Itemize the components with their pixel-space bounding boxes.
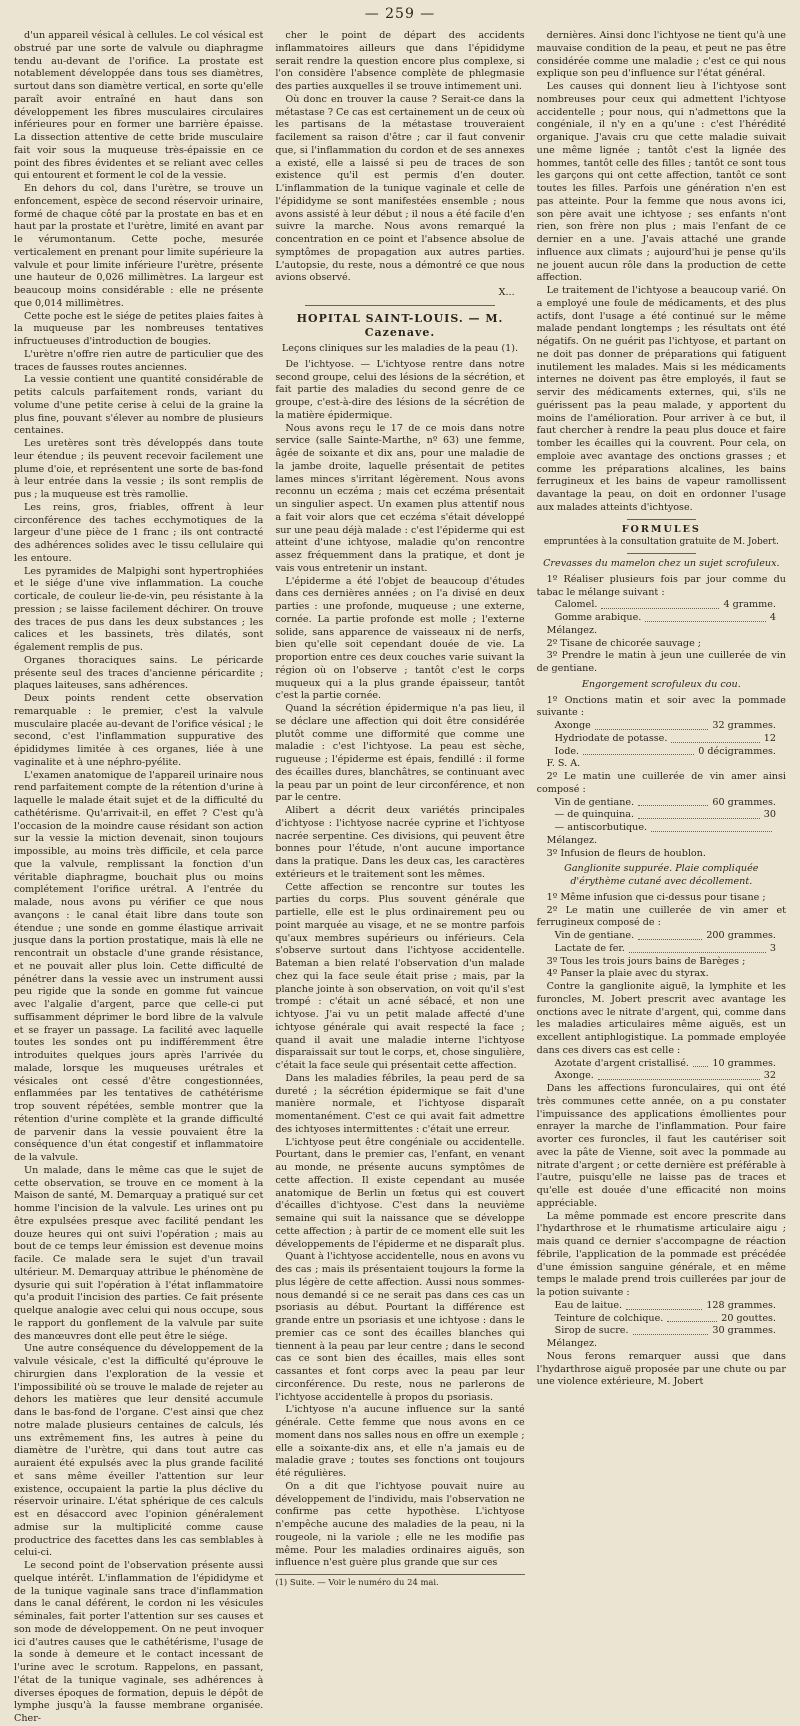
paragraph: Quant à l'ichtyose accidentelle, nous en avons vu des cas ; mais ils présentaient toujours la forme la plus légère de cette affection. Aussi nous sommes-nous demandé si ce ne serait pas dans ces cas un psoriasis au début. Pourtant la différence est grande entre un psoriasis et une ichtyose : dans le premier cas ce sont des écailles blanches qui tiennent à la peau par leur centre ; dans le second cas ce sont bien des écailles, mais elles sont cassantes et font corps avec la peau par leur circonférence. Du reste, nous ne parlerons de l'ichtyose accidentelle à propos du psoriasis.	[275, 1251, 525, 1403]
paragraph: L'examen anatomique de l'appareil urinaire nous rend parfaitement compte de la rétention d'urine à laquelle le malade était sujet et de la difficulté du cathétérisme. Qu'arrivait-il, en effet ? C'est qu'à l'occasion de la moindre cause résidant son action sur la vessie la miction devenait, sinon toujours impossible, au moins très difficile, et cela parce que la valvule, remplissant la fonction d'un véritable diaphragme, bouchait plus ou moins complétement l'orifice urétral. A l'entrée du malade, nous avons pu vérifier ce que nous avançons : le canal était libre dans toute son étendue ; une sonde en gomme élastique arrivait jusque dans la portion prostatique, mais là elle ne rencontrait un obstacle d'une grande résistance, et ne pouvait aller plus loin. Cette difficulté de pénétrer dans la vessie avec un instrument aussi peu rigide que la sonde en gomme fut vaincue avec l'algalie d'argent, parce que celle-ci put suffisamment déprimer le bord libre de la valvule et se frayer un passage. La facilité avec laquelle toutes les sondes ont pu indifféremment être introduites quelques jours après l'arrivée du malade, lorsque les muqueuses urétrales et vésicales ont cessé d'être congestionnées, enflammées par les tentatives de cathétérisme trop souvent répétées, semble montrer que la rétention d'urine complète et la grande difficulté de parvenir dans la vessie pouvaient être la conséquence d'un état congestif et inflammatoire de la valvule.	[14, 769, 264, 1163]
paragraph: Alibert a décrit deux variétés principales d'ichtyose : l'ichtyose nacrée cyprine et l'ichtyose nacrée serpentine. Ces divisions, qui peuvent être bonnes pour l'étude, n'ont aucune importance dans la pratique. Dans les deux cas, les caractères extérieurs et le traitement sont les mêmes.	[275, 805, 525, 880]
ingredient: Axonge	[554, 720, 591, 732]
paragraph: L'épiderme a été l'objet de beaucoup d'études dans ces dernières années ; on l'a divisé en deux parties : une profonde, muqueuse ; une externe, cornée. La partie profonde est molle ; l'externe solide, sans apparence de vaisseaux ni de nerfs, bien qu'elle soit cependant douée de vie. La proportion entre ces deux couches varie suivant la région où on l'observe ; tantôt c'est le corps muqueux qui a la plus grande épaisseur, tantôt c'est la partie cornée.	[275, 575, 525, 702]
paragraph: Les reins, gros, friables, offrent à leur circonférence des taches ecchymotiques de la largeur d'une pièce de 1 franc ; ils ont contracté des adhérences solides avec le tissu cellulaire qui les entoure.	[14, 501, 264, 564]
paragraph: Dans les maladies fébriles, la peau perd de sa dureté ; la sécrétion épidermique se fait d'une manière normale, et l'ichtyose disparaît momentanément. C'est ce qui avait fait admettre des ichtyoses intermittentes : c'était une erreur.	[275, 1072, 525, 1135]
ingredient: Vin de gentiane.	[554, 796, 635, 808]
recipe-line	[537, 1058, 786, 1071]
section-divider	[627, 519, 696, 520]
footnote: (1) Suite. — Voir le numéro du 24 mai.	[275, 1574, 524, 1588]
paragraph: dernières. Ainsi donc l'ichtyose ne tient qu'à une mauvaise condition de la peau, et peut ne pas être considérée comme une maladie ; c'est ce qui nous explique son peu d'influence sur l'état général.	[536, 30, 786, 80]
recipe-line	[537, 930, 786, 943]
quantity: 4 gramme.	[723, 599, 776, 611]
section-divider	[627, 553, 696, 554]
ingredient: — antiscorbutique.	[554, 822, 648, 834]
quantity: 128 grammes.	[706, 1299, 776, 1311]
prescription-step: 3º Prendre le matin à jeun une cuillerée de vin de gentiane.	[536, 650, 786, 675]
paragraph: Cette poche est le siége de petites plaies faites à la muqueuse par les nombreuses tentatives infructueuses d'introduction de bougies.	[14, 310, 264, 347]
recipe-line	[537, 720, 786, 733]
ingredient: Lactate de fer.	[554, 942, 625, 954]
ingredient: Calomel.	[554, 599, 598, 611]
paragraph: Dans les affections furonculaires, qui ont été très communes cette année, on a pu constater l'impuissance des applications émollientes pour enrayer la marche de l'inflammation. Pour faire avorter ces furoncles, il faut les cautériser soit avec la pâte de Vienne, soit avec la pommade au nitrate d'argent ; or cette dernière est préférable à l'autre, puisqu'elle ne laisse pas de traces et qu'elle est douée d'une efficacité non moins appréciable.	[536, 1083, 786, 1209]
paragraph: Les causes qui donnent lieu à l'ichtyose sont nombreuses pour ceux qui admettent l'ichtyose accidentelle ; pour nous, qui n'admettons que la congéniale, il n'y en a qu'une : c'est l'hérédité organique. J'avais cru que cette maladie suivait une même lignée ; tantôt c'est la lignée des hommes, tantôt celle des filles ; tantôt ce sont tous les garçons qui ont cette affection, tantôt ce sont toutes les filles. Parfois une génération n'en est pas atteinte. Pour la femme que nous avons ici, son père avait une ichtyose ; ses enfants n'ont rien, son frère non plus ; mais l'enfant de ce dernier en a une. J'avais attaché une grande influence aux climats ; aujourd'hui je pense qu'ils ne jouent aucun rôle dans la production de cette affection.	[536, 81, 786, 284]
ingredient: Vin de gentiane.	[554, 930, 635, 942]
paragraph: Contre la ganglionite aiguë, la lymphite et les furoncles, M. Jobert prescrit avec avantage les onctions avec le nitrate d'argent, qui, comme dans les maladies articulaires même aiguës, est un excellent antiphlogistique. La pommade employée dans ces divers cas est celle :	[536, 981, 786, 1056]
paragraph: Nous avons reçu le 17 de ce mois dans notre service (salle Sainte-Marthe, nº 63) une femme, âgée de soixante et dix ans, pour une maladie de la jambe droite, laquelle présentait de petites lames minces s'irritant légèrement. Nous avons reconnu un eczéma ; mais cet eczéma présentait un singulier aspect. Un examen plus attentif nous a fait voir alors que cet eczéma s'était développé sur une peau déjà malade : c'est l'épiderme qui est atteint d'une ichtyose, maladie qu'on rencontre assez fréquemment dans la pratique, et dont je vais vous entretenir un instant.	[275, 422, 525, 574]
paragraph: Le second point de l'observation présente aussi quelque intérêt. L'inflammation de l'épididyme et de la tunique vaginale sans trace d'inflammation dans le canal déférent, le cordon ni les vésicules séminales, fait porter l'attention sur ses causes et son mode de développement. On ne peut invoquer ici d'autres causes que le cathétérisme, l'usage de la sonde à demeure et le contact incessant de l'urine avec le scrotum. Rappelons, en passant, l'état de la tunique vaginale, ses adhérences à diverses époques de formation, depuis le dépôt de lymphe jusqu'à la fausse membrane organisée. Cher-	[14, 1560, 264, 1724]
ingredient: Axonge.	[554, 1070, 594, 1082]
recipe-line	[537, 599, 786, 612]
paragraph: Deux points rendent cette observation remarquable : le premier, c'est la valvule musculaire placée au-devant de l'orifice vésical ; le second, c'est l'inflammation suppurative des épididymes limitée à ces organes, liée à une vaginalite et à une néphro-pyélite.	[14, 693, 264, 768]
prescription-step: 3º Infusion de fleurs de houblon.	[546, 847, 706, 859]
paragraph: Organes thoraciques sains. Le péricarde présente seul des traces d'ancienne péricardite ; plaques laiteuses, sans adhérences.	[14, 654, 264, 692]
quantity: 60 grammes.	[712, 796, 776, 808]
prescription-step: Mélangez.	[546, 1338, 598, 1350]
quantity: 30 grammes.	[712, 1325, 776, 1337]
paragraph: Une autre conséquence du développement de la valvule vésicale, c'est la difficulté qu'éprouve le chirurgien dans l'exploration de la vessie et l'impossibilité où se trouve le malade de rejeter au dehors les matières que leur densité accumule dans le bas-fond de l'organe. C'est ainsi que chez notre malade plusieurs centaines de calculs, lés uns extrêmement fins, les autres à peine du diamètre de l'urètre, qui dans tout autre cas auraient été expulsés avec la plus grande facilité et sans même éveiller l'attention sur leur existence, occupaient la partie la plus déclive du réservoir urinaire. L'état sphérique de ces calculs est en désaccord avec l'opinion généralement admise sur la multiplicité comme cause productrice des facettes dans les cas semblables à celui-ci.	[14, 1343, 264, 1559]
quantity: 200 grammes.	[706, 930, 776, 942]
ingredient: Gomme arabique.	[554, 612, 642, 624]
paragraph: L'urètre n'offre rien autre de particulier que des traces de fausses routes anciennes.	[14, 348, 264, 373]
paragraph: Nous ferons remarquer aussi que dans l'hydarthrose aiguë proposée par une chute ou par une violence extérieure, M. Jobert	[536, 1350, 786, 1388]
ingredient: Sirop de sucre.	[554, 1325, 629, 1337]
prescription-step: Mélangez.	[546, 624, 598, 636]
ingredient: Azotate d'argent cristallisé.	[554, 1057, 689, 1069]
paragraph: De l'ichtyose. — L'ichtyose rentre dans notre second groupe, celui des lésions de la sécrétion, et fait partie des maladies du second genre de ce groupe, c'est-à-dire des lésions de la sécrétion de la matière épidermique.	[275, 358, 525, 421]
paragraph: Les pyramides de Malpighi sont hypertrophiées et le siége d'une vive inflammation. La couche corticale, de couleur lie-de-vin, peu résistante à la pression ; se laisse facilement déchirer. On trouve des traces de pus dans les deux substances ; les calices et les bassinets, très dilatés, sont également remplis de pus.	[14, 565, 264, 653]
formulas-subheading: empruntées à la consultation gratuite de M. Jobert.	[543, 537, 779, 548]
recipe-line	[537, 1325, 786, 1338]
quantity: 4	[769, 612, 776, 624]
recipe-line	[537, 822, 786, 835]
paragraph: Les uretères sont très développés dans toute leur étendue ; ils peuvent recevoir facilement une plume d'oie, et représentent une sorte de bas-fond à leur entrée dans la vessie ; ils sont remplis de pus ; la muqueuse est très ramollie.	[14, 438, 264, 500]
section-heading: HOPITAL SAINT-LOUIS. — M. Cazenave.	[296, 311, 504, 340]
ingredient: Hydriodate de potasse.	[554, 732, 668, 744]
quantity: 30	[763, 809, 776, 821]
paragraph: Quand la sécrétion épidermique n'a pas lieu, il se déclare une affection qui doit être considérée plutôt comme une difformité que comme une maladie : c'est l'ichtyose. La peau est sèche, rugueuse ; l'épiderme est épais, fendillé : il forme des écailles dures, blanchâtres, se continuant avec la peau par un point de leur circonférence, et non par le centre.	[275, 703, 525, 804]
prescription-step: 2º Tisane de chicorée sauvage ;	[546, 637, 702, 649]
section-subheading: Leçons cliniques sur les maladies de la peau (1).	[281, 343, 519, 354]
paragraph: On a dit que l'ichtyose pouvait nuire au développement de l'individu, mais l'observation ne confirme pas cette hypothèse. L'ichtyose n'empêche aucune des maladies de la peau, ni la rougeole, ni la variole ; elle ne les modifie pas même. Pour les maladies ordinaires aiguës, son influence n'est guère plus grande que sur ces	[275, 1480, 525, 1569]
paragraph: Un malade, dans le même cas que le sujet de cette observation, se trouve en ce moment à la Maison de santé, M. Demarquay a pratiqué sur cet homme l'incision de la valvule. Les urines ont pu être expulsées presque avec facilité pendant les douze heures qui ont suivi l'opération ; mais au bout de ce temps leur émission est devenue moins facile. Ce malade sera le sujet d'un travail ultérieur. M. Demarquay attribue le phénomène de dysurie qui suit l'opération à l'état inflammatoire qu'a produit l'incision des parties. Ce fait présente quelque analogie avec celui qui nous occupe, sous le rapport du gonflement de la valvule par suite des manœuvres dont elle peut être le siége.	[14, 1164, 264, 1342]
quantity: 0 décigrammes.	[698, 745, 776, 757]
prescription-step: 3º Tous les trois jours bains de Barèges ;	[546, 955, 746, 967]
section-divider	[305, 305, 494, 306]
recipe-line	[537, 746, 786, 759]
quantity: 32	[763, 1070, 776, 1082]
column-1	[14, 30, 264, 1724]
recipe-line	[537, 733, 786, 746]
paragraph: L'ichtyose n'a aucune influence sur la santé générale. Cette femme que nous avons en ce moment dans nos salles nous en offre un exemple ; elle a soixante-dix ans, et elle n'a jamais eu de maladie grave ; toutes ses fonctions ont toujours été régulières.	[275, 1404, 525, 1479]
three-column-body	[14, 30, 786, 1724]
quantity: 10 grammes.	[712, 1057, 776, 1069]
quantity: 3	[769, 942, 776, 954]
column-3	[536, 30, 786, 1388]
recipe-line	[537, 1300, 786, 1313]
quantity: 12	[763, 732, 776, 744]
formulas-heading: FORMULES	[621, 523, 701, 535]
page-number: — 259 —	[364, 6, 436, 22]
prescription-step: 1º Même infusion que ci-dessus pour tisane ;	[546, 891, 766, 903]
paragraph: Le traitement de l'ichtyose a beaucoup varié. On a employé une foule de médicaments, et des plus actifs, dont l'usage a été continué sur le même malade pendant longtemps ; les résultats ont été négatifs. On ne guérit pas l'ichtyose, et partant on ne doit pas donner de préparations qui fatiguent inutilement les malades. Mais si les médicaments internes ne doivent pas être employés, il faut se servir des médicaments externes, qui, s'ils ne guérissent pas la peau malade, y apportent du moins de l'amélioration. Pour arriver à ce but, il faut chercher à rendre la peau plus douce et faire tomber les écailles qui la couvrent. Pour cela, on emploie avec avantage des onctions grasses ; et comme les préparations alcalines, les bains ferrugineux et les bains de vapeur ramollissent davantage la peau, on doit en ordonner l'usage aux malades atteints d'ichtyose.	[536, 285, 786, 513]
prescription-step: 2º Le matin une cuillerée de vin amer ainsi composé :	[536, 771, 786, 795]
prescription-step: 1º Réaliser plusieurs fois par jour comme du tabac le mélange suivant :	[536, 573, 786, 598]
paragraph: Où donc en trouver la cause ? Serait-ce dans la métastase ? Ce cas est certainement un de ceux où les partisans de la métastase trouveraient facilement sa raison d'être ; car il faut convenir que, si l'inflammation du cordon et de ses annexes a existé, elle a laissé si peu de traces de son existence qu'il est permis d'en douter. L'inflammation de la tunique vaginale et celle de l'épididyme se sont manifestées ensemble ; nous avons assisté à leur début ; il nous a été facile d'en suivre la marche. Nous avons remarqué la concentration en ce point et l'absence absolue de symptômes de propagation aux autres parties. L'autopsie, du reste, nous a démontré ce que nous avions observé.	[275, 93, 525, 284]
case-title: Ganglionite suppurée. Plaie compliquée d'érythème cutané avec décollement.	[564, 863, 759, 888]
recipe-line	[537, 797, 786, 810]
prescription-step: 4º Panser la plaie avec du styrax.	[546, 968, 709, 980]
recipe-line	[537, 809, 786, 822]
prescription-step: 1º Onctions matin et soir avec la pommade suivante :	[536, 694, 786, 719]
ingredient: Teinture de colchique.	[554, 1312, 664, 1324]
recipe-line	[537, 943, 786, 956]
paragraph: La vessie contient une quantité considérable de petits calculs parfaitement ronds, variant du volume d'une petite cerise à celui de la graine la plus fine, pouvant s'élever au nombre de plusieurs centaines.	[14, 374, 264, 437]
case-title: Engorgement scrofuleux du cou.	[581, 678, 741, 690]
author-signature: X...	[498, 287, 515, 298]
case-title: Crevasses du mamelon chez un sujet scrofuleux.	[543, 558, 780, 570]
paragraph: cher le point de départ des accidents inflammatoires ailleurs que dans l'épididyme serait rendre la question encore plus complexe, si l'on considère l'absence complète de phlegmasie des parties auxquelles il se trouve intimement uni.	[275, 30, 525, 92]
prescription-step: F. S. A.	[546, 758, 581, 770]
recipe-line	[537, 1313, 786, 1326]
quantity: 20 gouttes.	[721, 1312, 776, 1324]
paragraph: En dehors du col, dans l'urètre, se trouve un enfoncement, espèce de second réservoir urinaire, formé de chaque côté par la prostate en bas et en haut par la prostate et l'urètre, limité en avant par le vérumontanum. Cette poche, mesurée verticalement en prenant pour limite supérieure la valvule et pour limite inférieure l'urètre, présente une hauteur de 0,026 millimètres. La largeur est beaucoup moins considérable : elle ne présente que 0,014 millimètres.	[14, 183, 264, 309]
paragraph: La même pommade est encore prescrite dans l'hydarthrose et le rhumatisme articulaire aigu ; mais quand ce dernier s'accompagne de réaction fébrile, l'application de la pommade est précédée d'une émission sanguine générale, et en même temps le malade prend trois cuillerées par jour de la potion suivante :	[536, 1210, 786, 1299]
prescription-step: Mélangez.	[546, 834, 598, 846]
column-2	[275, 30, 525, 1587]
quantity: 32 grammes.	[712, 720, 776, 732]
paragraph: d'un appareil vésical à cellules. Le col vésical est obstrué par une sorte de valvule ou diaphragme tendu au-devant de l'orifice. La prostate est notablement développée dans tous ses diamètres, surtout dans son diamètre vertical, en sorte qu'elle paraît avoir entraîné en haut dans son développement les fibres musculaires circulaires inférieures pour en former une barrière épaisse. La dissection attentive de cette bride musculaire fait voir sous la muqueuse très-épaissie en ce point des fibres évidentes et se reliant avec celles qui entourent et forment le col de la vessie.	[14, 30, 264, 182]
ingredient: Iode.	[554, 745, 580, 757]
ingredient: — de quinquina.	[554, 809, 635, 821]
ingredient: Eau de laitue.	[554, 1299, 623, 1311]
recipe-line	[537, 1070, 786, 1083]
prescription-step: 2º Le matin une cuillerée de vin amer et ferrugineux composé de :	[536, 904, 786, 929]
paragraph: Cette affection se rencontre sur toutes les parties du corps. Plus souvent générale que partielle, elle est le plus ordinairement peu ou point marquée au visage, et ne se montre parfois qu'aux membres supérieurs ou inférieurs. Cela s'observe surtout dans l'ichtyose accidentelle. Bateman a bien relaté l'observation d'un malade chez qui la face seule était prise ; mais, par la planche jointe à son observation, on voit qu'il s'est trompé : c'était un acné sébacé, et non une ichtyose. J'ai vu un petit malade affecté d'une ichtyose générale qui avait respecté la face ; quand il avait une maladie interne l'ichtyose disparaissait sur tout le corps, et, chose singulière, c'était la face seule qui présentait cette affection.	[275, 881, 525, 1071]
paragraph: L'ichtyose peut être congéniale ou accidentelle. Pourtant, dans le premier cas, l'enfant, en venant au monde, ne présente aucuns symptômes de cette affection. Il existe cependant au musée anatomique de Berlin un fœtus qui est couvert d'écailles d'ichtyose. C'est dans la neuvième semaine qui suit la naissance que se développe cette affection ; à partir de ce moment elle suit les développements de l'épiderme et ne disparaît plus.	[275, 1136, 525, 1250]
recipe-line	[537, 612, 786, 625]
